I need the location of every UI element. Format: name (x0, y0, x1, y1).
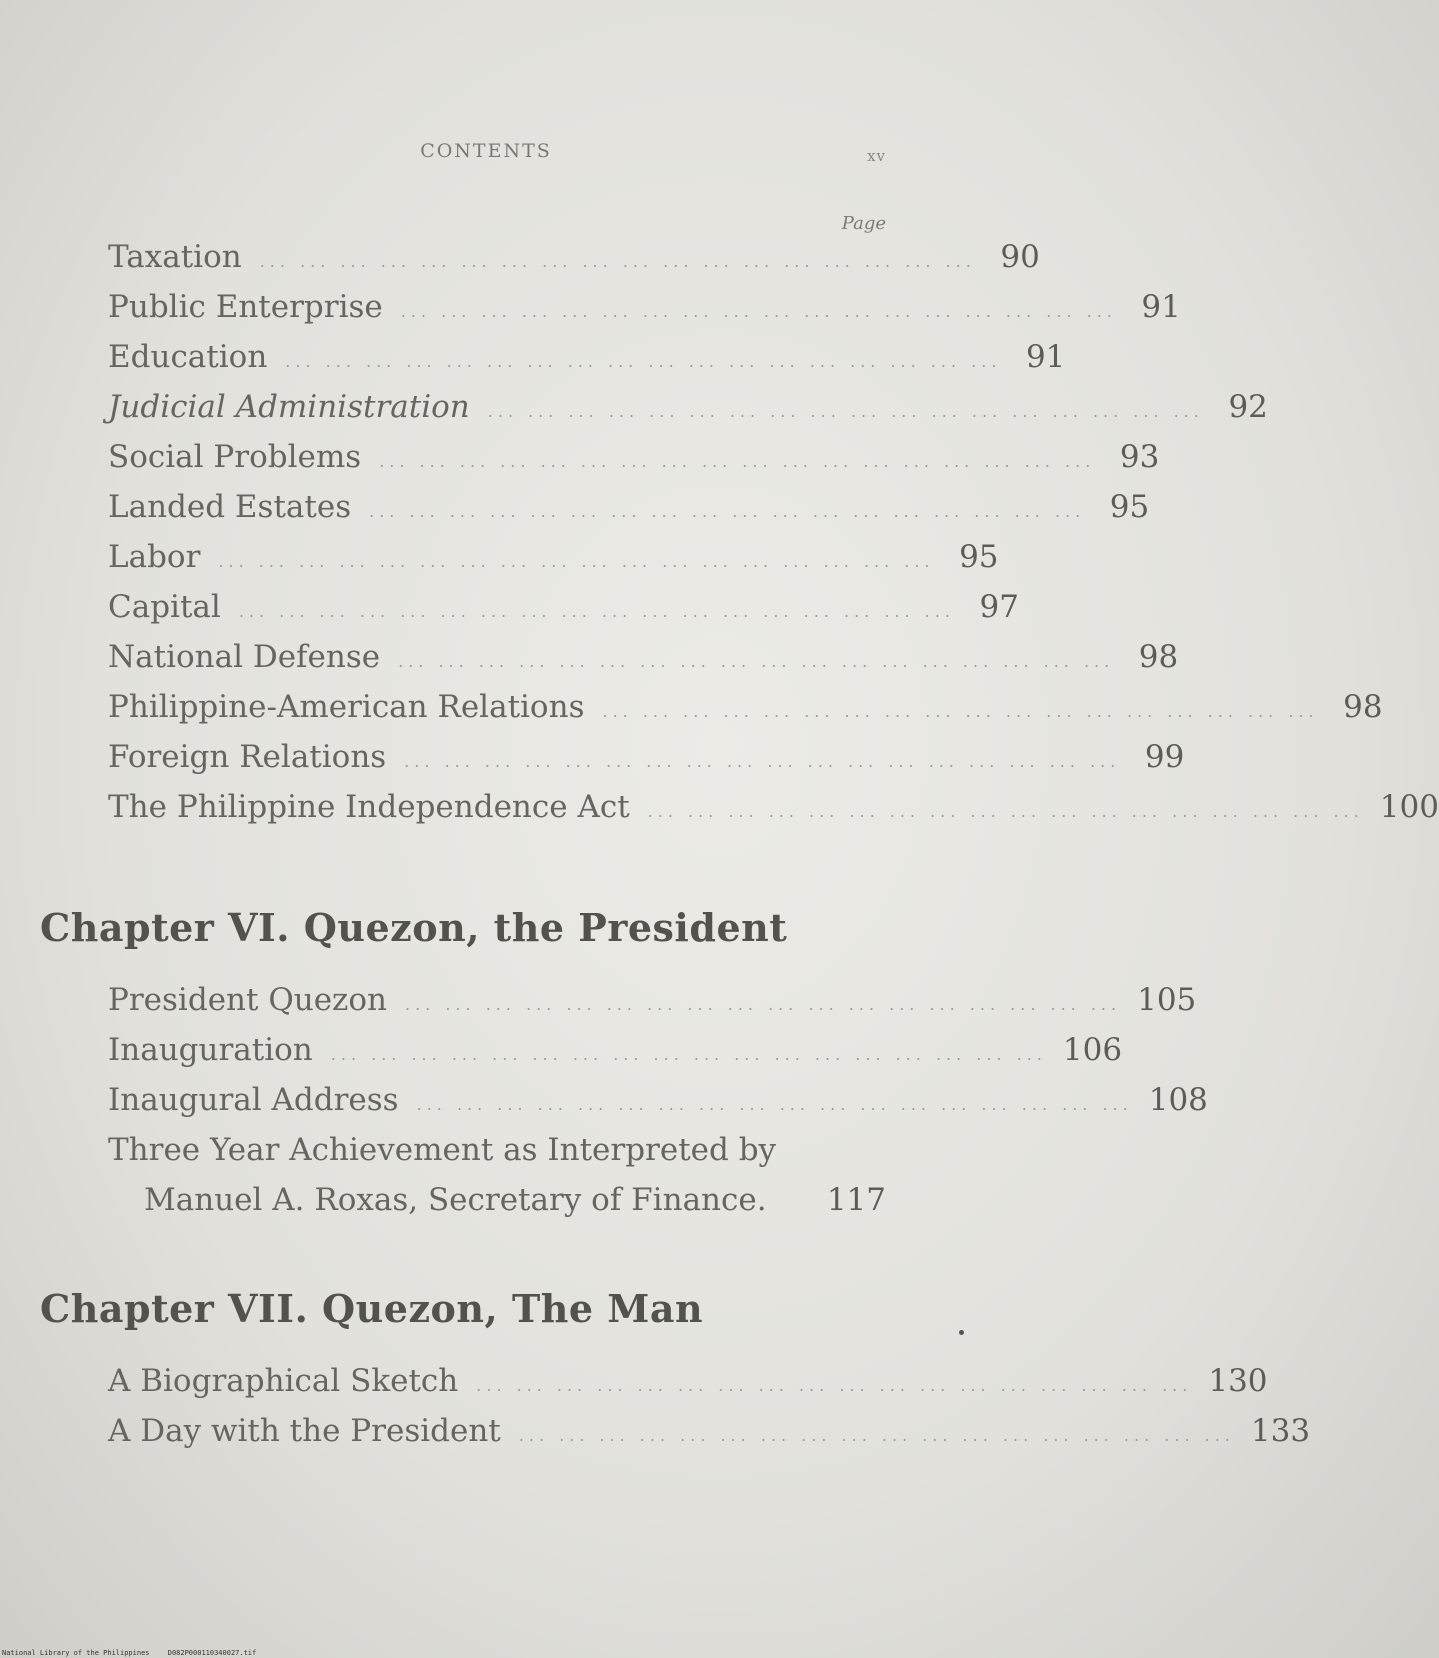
toc-entry-page: 105 (1137, 982, 1197, 1018)
toc-entry-title: Inauguration (108, 1032, 313, 1068)
toc-entry-page: 108 (1148, 1082, 1208, 1118)
dot-leader: ... ... ... ... ... ... ... ... ... ... ... ... ... ... ... ... ... ... (476, 1376, 1193, 1395)
toc-entry[interactable] (108, 582, 1019, 632)
toc-entry[interactable] (108, 975, 1197, 1025)
toc-entry-page: 117 (826, 1182, 886, 1218)
toc-entry[interactable] (108, 482, 1150, 532)
toc-section-1 (108, 232, 1439, 832)
toc-entry-page: 106 (1062, 1032, 1123, 1068)
toc-entry-continuation (108, 1175, 886, 1225)
dot-leader: ... ... ... ... ... ... ... ... ... ... ... ... ... ... ... ... ... ... (285, 352, 1002, 371)
toc-entry[interactable] (108, 1406, 1311, 1456)
dot-leader: ... ... ... ... ... ... ... ... ... ... ... ... ... ... ... ... ... ... (404, 752, 1121, 771)
toc-entry-title: Foreign Relations (108, 739, 387, 775)
toc-entry-title-continued: Manuel A. Roxas, Secretary of Finance. (144, 1182, 767, 1218)
dot-leader: ... ... ... ... ... ... ... ... ... ... ... ... ... ... ... ... ... ... (416, 1095, 1133, 1114)
toc-entry-title: Taxation (108, 239, 242, 275)
dot-leader: ... ... ... ... ... ... ... ... ... ... ... ... ... ... ... ... ... ... (218, 552, 935, 571)
dot-leader: ... ... ... ... ... ... ... ... ... ... ... ... ... ... ... ... ... ... (602, 702, 1319, 721)
toc-entry[interactable] (108, 432, 1160, 482)
toc-entry[interactable] (108, 782, 1439, 832)
dot-leader: ... ... ... ... ... ... ... ... ... ... ... ... ... ... ... ... ... ... (379, 452, 1096, 471)
toc-entry-title: Social Problems (108, 439, 362, 475)
toc-entry-title: National Defense (108, 639, 381, 675)
dot-leader: ... ... ... ... ... ... ... ... ... ... ... ... ... ... ... ... ... ... (400, 302, 1117, 321)
toc-entry[interactable] (108, 1356, 1268, 1406)
dot-leader: ... ... ... ... ... ... ... ... ... ... ... ... ... ... ... ... ... ... (259, 252, 976, 271)
toc-entry-page: 97 (979, 589, 1019, 625)
dot-leader: ... ... ... ... ... ... ... ... ... ... ... ... ... ... ... ... ... ... (398, 652, 1115, 671)
dot-leader: ... ... ... ... ... ... ... ... ... ... ... ... ... ... ... ... ... ... (647, 802, 1364, 821)
toc-entry[interactable] (108, 682, 1383, 732)
chapter-heading: Chapter VI. Quezon, the President (40, 905, 788, 950)
toc-section-2 (108, 975, 1208, 1225)
toc-entry-page: 98 (1343, 689, 1383, 725)
page-number: xv (867, 147, 886, 165)
toc-entry[interactable] (108, 1075, 1208, 1125)
toc-entry-title: A Day with the President (108, 1413, 501, 1449)
dot-leader: ... ... ... ... ... ... ... ... ... ... ... ... ... ... ... ... ... ... (405, 995, 1122, 1014)
page-column-label: Page (841, 213, 886, 234)
toc-entry-title: Public Enterprise (108, 289, 383, 325)
toc-entry[interactable] (108, 632, 1179, 682)
toc-entry-page: 100 (1379, 789, 1439, 825)
scan-footer (2, 1649, 256, 1657)
toc-entry-page: 93 (1119, 439, 1160, 475)
dot-leader: ... ... ... ... ... ... ... ... ... ... ... ... ... ... ... ... ... ... (487, 402, 1204, 421)
toc-entry-page: 91 (1141, 289, 1181, 325)
dot-leader: ... ... ... ... ... ... ... ... ... ... ... ... ... ... ... ... ... ... (369, 502, 1086, 521)
toc-entry-title: A Biographical Sketch (108, 1363, 459, 1399)
toc-entry-page: 95 (1109, 489, 1150, 525)
dot-leader: ... ... ... ... ... ... ... ... ... ... ... ... ... ... ... ... ... ... (330, 1045, 1047, 1064)
dot-leader: ... ... ... ... ... ... ... ... ... ... ... ... ... ... ... ... ... ... (238, 602, 955, 621)
toc-entry-page: 92 (1228, 389, 1268, 425)
file-name: D082P000110340027.tif (167, 1649, 257, 1657)
library-credit: National Library of the Philippines (2, 1649, 150, 1657)
toc-entry-title: The Philippine Independence Act (108, 789, 630, 825)
toc-entry[interactable] (108, 532, 999, 582)
toc-entry-title: Labor (108, 539, 201, 575)
dot-leader: ... ... ... ... ... ... ... ... ... ... ... ... ... ... ... ... ... ... (518, 1426, 1235, 1445)
toc-entry-page: 90 (1000, 239, 1040, 275)
toc-entry-title: Judicial Administration (108, 389, 470, 425)
scan-speck (959, 1330, 964, 1335)
running-head: CONTENTS (420, 140, 552, 162)
toc-entry-page: 95 (959, 539, 999, 575)
toc-entry-page: 99 (1144, 739, 1185, 775)
toc-section-3 (108, 1356, 1311, 1456)
toc-entry[interactable] (108, 1025, 1123, 1075)
toc-entry-title: Education (108, 339, 268, 375)
toc-entry[interactable] (108, 382, 1268, 432)
toc-entry-title: Philippine-American Relations (108, 689, 585, 725)
toc-entry-title: Capital (108, 589, 221, 625)
toc-entry-title: Landed Estates (108, 489, 352, 525)
toc-entry-title: Inaugural Address (108, 1082, 399, 1118)
toc-entry-title: Three Year Achievement as Interpreted by (108, 1132, 777, 1168)
toc-entry-page: 98 (1138, 639, 1179, 675)
toc-entry[interactable] (108, 732, 1185, 782)
toc-entry[interactable] (108, 232, 1040, 282)
toc-entry-page: 133 (1250, 1413, 1311, 1449)
toc-entry-title: President Quezon (108, 982, 387, 1018)
chapter-heading: Chapter VII. Quezon, The Man (40, 1286, 704, 1331)
toc-entry-page: 91 (1025, 339, 1066, 375)
toc-entry-page: 130 (1208, 1363, 1268, 1399)
toc-entry[interactable] (108, 282, 1181, 332)
toc-entry[interactable] (108, 332, 1066, 382)
toc-entry[interactable] (108, 1125, 886, 1225)
